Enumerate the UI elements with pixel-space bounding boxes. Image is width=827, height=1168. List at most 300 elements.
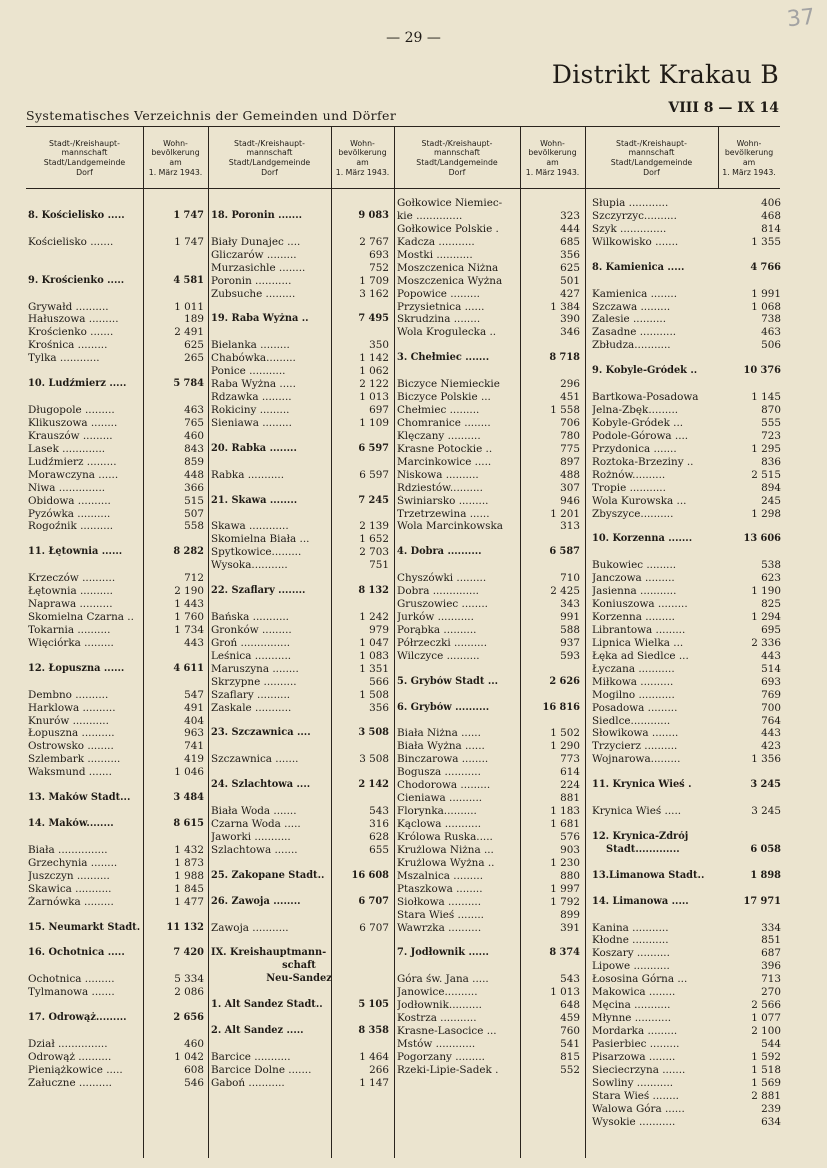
place-name: Rogoźnik .......... [28,520,114,533]
population-value: 780 [560,429,580,442]
place-name: Korzenna ......... [592,611,675,623]
population-value: 712 [184,572,204,585]
place-name: Sowliny ........... [592,1076,674,1089]
population-value: 8 374 [549,947,580,959]
population-value: 448 [184,468,204,481]
table-row [209,818,394,831]
population-value: 6 707 [358,895,389,907]
table-row [26,1064,208,1077]
place-name: Siołkowa .......... [397,895,482,908]
place-name: Więciórka ......... [28,636,114,649]
table-row [26,572,208,585]
row-spacer [590,766,781,779]
place-name: Roztoka-Brzeziny .. [592,455,694,468]
place-name: Kanina ........... [592,921,669,934]
place-name: 10. Korzenna ....... [592,533,693,545]
table-row [26,430,208,443]
district-title: Distrikt Krakau B [551,60,779,89]
row-spacer [209,857,394,870]
table-row [26,339,208,352]
population-value: 1 109 [359,416,389,429]
population-value: 1 013 [550,986,580,999]
place-name: Zbłudza........... [592,339,671,352]
gemeinde-header-row [395,352,585,365]
table-row [590,727,781,740]
place-name: Cieniawa .......... [397,792,483,805]
place-name: Zubsuche ......... [211,287,296,300]
table-row [26,508,208,521]
row-spacer [395,960,585,973]
header-line: 1. März 1943. [722,167,776,177]
place-name: Wysokie ........... [592,1115,676,1128]
column-header-name [585,130,718,186]
table-row [209,559,394,572]
population-value: 245 [761,494,781,507]
place-name: Skawica ........... [28,882,112,895]
column-header-population [718,130,780,186]
table-row [395,896,585,909]
population-value: 1 295 [751,442,781,455]
table-row [395,883,585,896]
place-name: 15. Neumarkt Stadt. [28,921,141,933]
table-row [26,857,208,870]
population-value: 4 581 [173,274,204,286]
population-value: 2 190 [174,585,204,598]
table-row [26,352,208,365]
row-spacer [26,223,208,236]
population-value: 843 [184,442,204,455]
population-value: 1 845 [174,882,204,895]
table-row [209,275,394,288]
population-value: 687 [761,947,781,960]
row-spacer [209,715,394,728]
page-number: — 29 — [386,30,441,46]
place-name: Sieciecrzyna ....... [592,1063,686,1076]
table-row [209,624,394,637]
population-value: 614 [560,766,580,779]
place-name: Jodłownik.......... [397,999,482,1012]
place-name: Pieniążkowice ..... [28,1063,123,1076]
place-name: Dembno .......... [28,688,109,701]
place-name: Ochotnica ......... [28,973,115,986]
population-value: 2 142 [358,779,389,791]
population-value: 4 611 [173,662,204,674]
table-row [209,844,394,857]
population-value: 356 [369,701,389,714]
row-spacer [590,352,781,365]
table-row [590,417,781,430]
row-spacer [590,546,781,559]
row-spacer [209,456,394,469]
population-value: 2 122 [359,378,389,391]
population-value: 8 718 [549,352,580,364]
population-value: 593 [560,649,580,662]
place-name: Dział ............... [28,1037,108,1050]
population-value: 1 190 [751,585,781,598]
table-row [26,598,208,611]
table-row [26,870,208,883]
place-name: Kąclowa ........... [397,818,482,830]
row-spacer [590,883,781,896]
header-line: am [546,158,559,167]
table-header-rule [26,188,780,189]
place-name: Librantowa ......... [592,623,686,636]
population-value: 323 [560,209,580,222]
population-value: 1 294 [751,611,781,623]
table-row [590,947,781,960]
table-row [395,999,585,1012]
place-name: 12. Łopuszna ...... [28,662,125,674]
population-value: 444 [560,222,580,235]
population-value: 443 [761,649,781,662]
place-name: 4. Dobra .......... [397,546,482,558]
place-name: Binczarowa ........ [397,753,489,766]
row-spacer [209,934,394,947]
place-name: Grzechynia ........ [28,856,118,869]
table-row [26,1077,208,1090]
place-name: Tylmanowa ....... [28,986,115,999]
population-value: 991 [560,611,580,623]
header-line: Stadt-/Kreishaupt- [49,138,120,148]
row-spacer [26,249,208,262]
header-line: 1. März 1943. [335,167,390,177]
place-name: Krzeczów .......... [28,572,116,585]
table-row [395,404,585,417]
place-name: 19. Raba Wyżna .. [211,313,309,325]
population-value: 1 183 [550,805,580,818]
population-value: 697 [369,404,389,416]
gemeinde-header-row [26,275,208,288]
place-name: Groń ............... [211,636,291,649]
row-spacer [209,508,394,521]
place-name: 22. Szaflary ........ [211,585,306,597]
gemeinde-header-row [395,676,585,689]
place-name: Gronków ......... [211,623,292,636]
place-name: Wojnarowa......... [592,753,681,766]
gemeinde-header-row [590,533,781,546]
header-line: Stadt-/Kreishaupt- [616,138,687,148]
row-spacer [209,1038,394,1051]
table-row [395,1012,585,1025]
table-row [395,585,585,598]
population-value: 501 [560,274,580,287]
place-name: 14. Limanowa ..... [592,895,689,907]
gemeinde-header-row [209,443,394,456]
population-value: 625 [184,339,204,352]
row-spacer [26,805,208,818]
table-row [590,598,781,611]
place-name: 21. Skawa ........ [211,494,298,506]
population-value: 1 760 [174,611,204,623]
header-line: Wohn- [350,138,375,148]
place-name: Biała Niżna ...... [397,727,481,740]
row-spacer [395,715,585,728]
population-value: 541 [560,1037,580,1050]
population-value: 6 587 [549,546,580,558]
place-name: Młynne ........... [592,1012,672,1025]
population-value: 463 [184,404,204,416]
population-value: 769 [761,688,781,701]
table-row [209,663,394,676]
place-name: Szlembark .......... [28,753,121,766]
population-value: 1 477 [174,895,204,908]
population-value: 1 147 [359,1076,389,1089]
row-spacer [395,533,585,546]
gemeinde-header-row [590,262,781,275]
table-row [590,339,781,352]
table-row [590,1090,781,1103]
place-name: 11. Krynica Wieś . [592,779,692,791]
table-row [209,236,394,249]
population-value: 1 502 [550,727,580,740]
population-value: 507 [184,507,204,520]
row-spacer [395,689,585,702]
population-value: 6 597 [359,468,389,481]
table-row [590,430,781,443]
population-value: 17 971 [743,895,781,907]
place-name: Bukowiec ......... [592,559,677,572]
place-name: Odrowąż .......... [28,1050,112,1063]
population-value: 270 [761,986,781,999]
place-name: Rożnów.......... [592,468,666,481]
population-value: 1 077 [751,1012,781,1025]
place-name: Kadcza ........... [397,235,475,248]
population-value: 1 558 [550,404,580,416]
population-value: 859 [184,455,204,468]
header-line: Dorf [76,167,93,177]
place-name: Mszalnica ......... [397,869,484,882]
table-row [395,740,585,753]
table-row [590,676,781,689]
place-name: Gaboń ........... [211,1076,285,1089]
population-value: 903 [560,843,580,856]
table-row [590,611,781,624]
gemeinde-header-row [209,973,394,986]
population-value: 1 290 [550,740,580,753]
place-name: Jaworki ........... [211,830,291,843]
table-row [590,1051,781,1064]
table-row [395,1038,585,1051]
population-value: 460 [184,1037,204,1050]
row-spacer [26,831,208,844]
place-name: Wola Krogulecka .. [397,326,497,339]
population-value: 16 608 [351,869,389,881]
place-name: Łososina Górna ... [592,973,688,986]
population-value: 648 [560,999,580,1012]
place-name: Słowikowa ........ [592,727,679,740]
column-header-population [520,130,585,186]
row-spacer [395,559,585,572]
place-name: Skrzypne .......... [211,675,297,688]
header-line: 1. März 1943. [148,167,203,177]
population-value: 1 709 [359,274,389,287]
place-name: Marcinkowice ..... [397,455,492,468]
place-name: Pisarzowa ........ [592,1050,676,1063]
population-value: 693 [369,248,389,261]
table-row [395,430,585,443]
population-value: 265 [184,352,204,365]
place-name: Pogorzany ......... [397,1050,485,1063]
gemeinde-header-row [590,870,781,883]
population-value: 5 105 [358,999,389,1011]
population-value: 3 484 [173,792,204,804]
population-value: 894 [761,481,781,494]
table-row [395,391,585,404]
place-name: 26. Zawoja ........ [211,895,301,907]
table-row [209,805,394,818]
table-row [26,753,208,766]
population-value: 655 [369,843,389,856]
place-name: 13. Maków Stadt... [28,792,131,804]
place-name: Lasek ............. [28,442,106,455]
table-row [395,844,585,857]
place-name: Męcina ........... [592,999,671,1012]
population-value: 7 420 [173,947,204,959]
place-name: Biała Woda ....... [211,805,297,818]
population-value: 1 898 [750,869,781,881]
place-name: Murzasichle ........ [211,261,306,274]
table-row [590,1025,781,1038]
population-value: 695 [761,623,781,636]
table-row [395,326,585,339]
place-name: Stadt............. [606,843,680,855]
gemeinde-header-row [590,844,781,857]
gemeinde-header-row [209,495,394,508]
table-row [26,624,208,637]
population-value: 547 [184,688,204,701]
gemeinde-header-row [209,896,394,909]
place-name: Barcice Dolne ....... [211,1063,312,1076]
row-spacer [209,482,394,495]
gemeinde-header-row [209,313,394,326]
place-name: Szyk .............. [592,222,667,235]
population-value: 406 [761,197,781,209]
place-name: Załuczne .......... [28,1076,112,1089]
place-name: Góra św. Jana ..... [397,973,489,986]
table-column-4 [590,197,781,1129]
population-value: 5 784 [173,378,204,390]
population-value: 764 [761,714,781,727]
header-line: Wohn- [540,138,565,148]
place-name: Naprawa .......... [28,598,113,611]
place-name: Rokiciny ......... [211,404,290,416]
place-name: 13.Limanowa Stadt.. [592,869,705,881]
place-name: Stara Wieś ........ [397,908,484,921]
population-value: 343 [560,598,580,611]
table-row [395,598,585,611]
place-name: Juszczyn .......... [28,869,110,882]
place-name: Klikuszowa ........ [28,416,118,429]
gemeinde-header-row [590,365,781,378]
document-subtitle: Systematisches Verzeichnis der Gemeinden und Dörfer [26,108,397,123]
population-value: 1 142 [359,352,389,365]
population-value: 8 132 [358,585,389,597]
row-spacer [26,262,208,275]
place-name: Gruszowiec ........ [397,598,488,611]
place-name: Rabka ........... [211,468,285,481]
place-name: Tylka ............ [28,352,100,365]
place-name: 23. Szczawnica .... [211,727,311,739]
place-name: Szaflary .......... [211,688,291,701]
place-name: Sieniawa ......... [211,416,292,429]
table-row [395,572,585,585]
row-spacer [590,792,781,805]
place-name: Kobyle-Gródek ... [592,416,684,429]
population-value: 625 [560,261,580,274]
table-row [590,559,781,572]
row-spacer [590,275,781,288]
table-row [395,857,585,870]
place-name: Półrzeczki .......... [397,636,488,649]
gemeinde-header-row [26,378,208,391]
place-name: Ludźmierz ......... [28,455,117,468]
table-row [209,417,394,430]
table-row [395,779,585,792]
row-spacer [26,1025,208,1038]
population-value: 1 242 [359,611,389,623]
table-row [209,1051,394,1064]
table-row [590,1038,781,1051]
population-value: 1 432 [174,843,204,856]
population-value: 10 376 [743,365,781,377]
place-name: Skomielna Czarna .. [28,611,134,623]
population-value: 1 384 [550,300,580,313]
place-name: Wilkowisko ....... [592,235,679,248]
gemeinde-header-row [26,922,208,935]
table-row [209,391,394,404]
table-row [395,637,585,650]
table-row [590,637,781,650]
table-row [395,520,585,533]
place-name: Gliczarów ......... [211,248,297,261]
population-value: 566 [369,675,389,688]
place-name: Florynka.......... [397,805,477,818]
table-row [395,766,585,779]
population-value: 2 336 [751,636,781,649]
population-value: 11 132 [166,921,204,933]
place-name: Bartkowa-Posadowa [592,391,699,404]
place-name: 9. Kobyle-Gródek .. [592,365,698,377]
place-name: Mstów ............ [397,1037,476,1050]
population-value: 2 656 [173,1012,204,1024]
table-row [209,404,394,417]
header-line: bevölkerung [151,148,200,158]
place-name: Biała ............... [28,843,108,856]
table-row [26,1038,208,1051]
place-name: Obidowa .......... [28,494,111,507]
place-name: Waksmund ....... [28,766,112,779]
place-name: 20. Rabka ........ [211,442,297,454]
place-name: Trzetrzewina ...... [397,507,490,520]
population-value: 451 [560,391,580,404]
population-value: 3 162 [359,287,389,300]
population-value: 1 042 [174,1050,204,1063]
column-divider [585,126,586,1158]
row-spacer [26,934,208,947]
population-value: 2 515 [751,468,781,481]
table-row [590,482,781,495]
population-value: 2 626 [549,675,580,687]
place-name: Neu-Sandez [266,973,332,985]
population-value: 1 652 [359,533,389,546]
population-value: 8 615 [173,818,204,829]
place-name: Moszczenica Wyżna [397,274,503,287]
place-name: Tropie ........... [592,481,666,494]
population-value: 1 518 [751,1063,781,1076]
header-line: mannschaft [246,148,293,158]
table-row [590,469,781,482]
place-name: Trzycierz .......... [592,740,678,753]
